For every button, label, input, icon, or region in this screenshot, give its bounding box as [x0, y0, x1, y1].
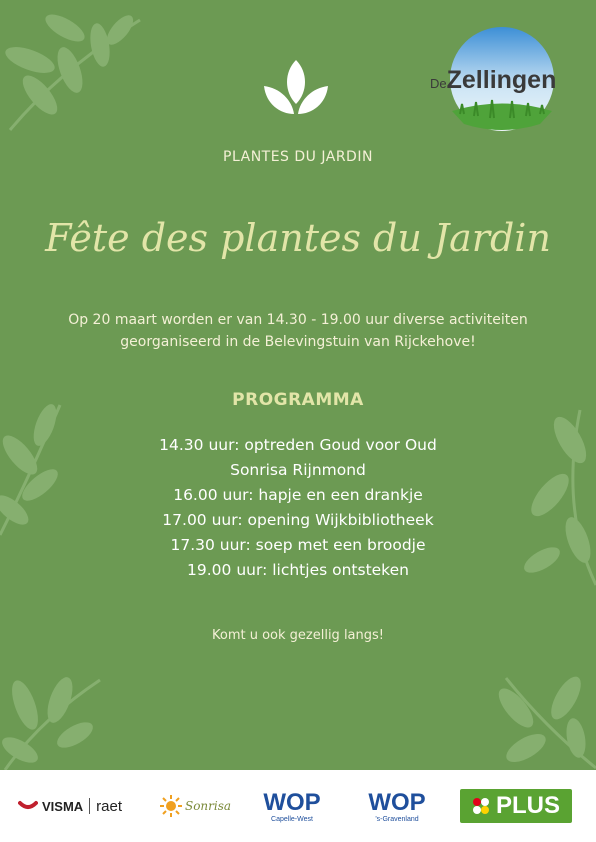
plus-name: PLUS [495, 792, 560, 819]
program-list [0, 433, 596, 583]
event-title: Fête des plantes du Jardin [45, 216, 551, 260]
lotus-leaf-icon [262, 58, 330, 120]
leaf-branch-top-left [0, 0, 150, 140]
program-item: Sonrisa Rijnmond [230, 461, 366, 479]
de-zellingen-logo [430, 26, 564, 132]
leaf-branch-bottom-right [486, 668, 596, 770]
logo-name: Zellingen [446, 66, 557, 94]
visma-mark-icon [18, 799, 38, 813]
closing-line: Komt u ook gezellig langs! [211, 628, 384, 643]
program-heading: PROGRAMMA [232, 390, 364, 410]
intro-line-2: georganiseerd in de Belevingstuin van Rijckehove! [120, 334, 476, 350]
intro-line-1: Op 20 maart worden er van 14.30 - 19.00 uur diverse activiteiten [68, 312, 528, 328]
sonrisa-logo [150, 770, 240, 842]
event-subtitle: PLANTES DU JARDIN [223, 149, 373, 165]
plus-dots-icon [472, 797, 490, 815]
wop-capelle-west-logo [252, 770, 332, 842]
logo-prefix: De [430, 76, 447, 91]
program-item: 17.00 uur: opening Wijkbibliotheek [162, 511, 434, 529]
event-intro [0, 309, 596, 353]
wop-gravenland-logo [357, 770, 437, 842]
visma-brand: VISMA [41, 798, 84, 814]
visma-divider [89, 798, 90, 814]
raet-brand: raet [96, 797, 123, 815]
program-item: 17.30 uur: soep met een broodje [170, 536, 426, 554]
wop-name: WOP [368, 788, 426, 816]
de-zellingen-wordmark [430, 66, 570, 95]
program-item: 19.00 uur: lichtjes ontsteken [187, 561, 409, 579]
plus-logo [460, 770, 572, 842]
program-item: 14.30 uur: optreden Goud voor Oud [159, 436, 437, 454]
visma-raet-logo [10, 770, 130, 842]
wop-sub: 's-Gravenland [375, 815, 419, 823]
sponsor-footer [0, 770, 596, 842]
sun-icon [159, 794, 183, 818]
wop-sub: Capelle-West [271, 815, 313, 823]
sonrisa-name: Sonrisa [184, 799, 232, 813]
wop-name: WOP [263, 788, 321, 816]
program-item: 16.00 uur: hapje en een drankje [173, 486, 423, 504]
plus-badge [460, 789, 572, 823]
leaf-branch-bottom-left [0, 660, 110, 770]
